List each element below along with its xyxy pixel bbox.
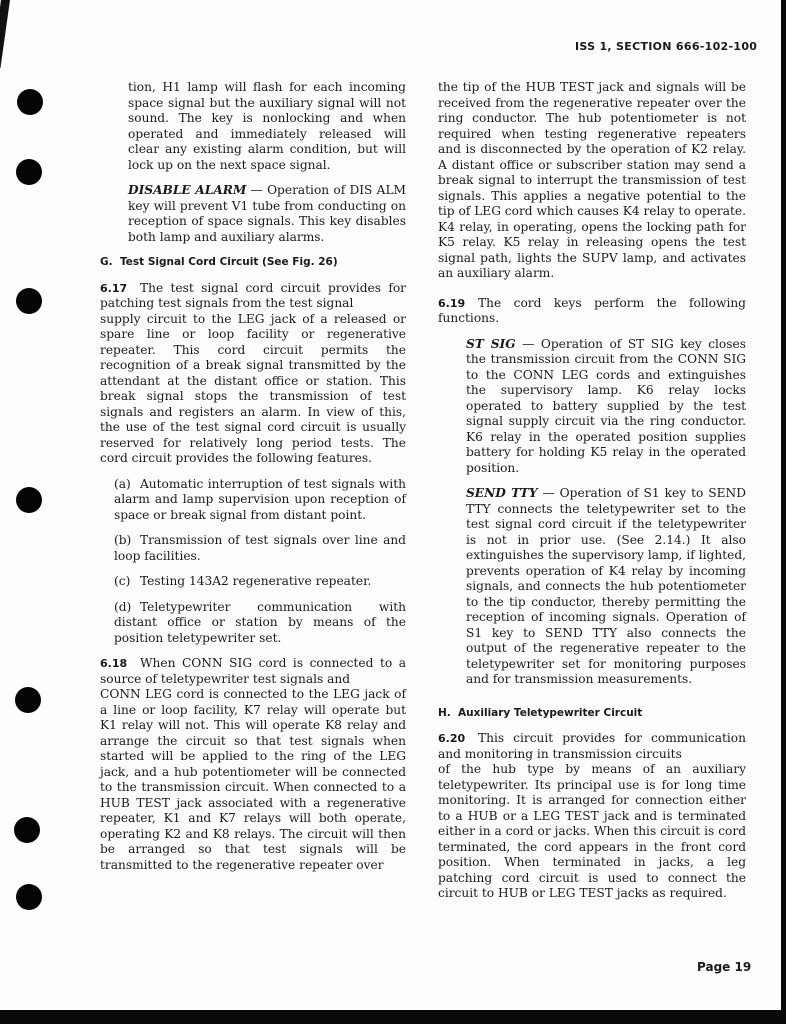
binder-hole	[16, 487, 42, 513]
paragraph-6-19	[438, 296, 746, 327]
page-header: ISS 1, SECTION 666-102-100	[575, 40, 758, 53]
item-text: Testing 143A2 regenerative repeater.	[140, 574, 372, 588]
binder-hole	[15, 687, 41, 713]
item-text: Automatic interruption of test signals with alarm and lamp supervision upon reception of space or break signal from distant point.	[114, 476, 406, 522]
scan-artifact-streak	[0, 0, 10, 68]
item-label: (a)	[114, 476, 131, 491]
paragraph-number: 6.18	[100, 657, 128, 670]
page-number: Page 19	[697, 960, 752, 974]
item-text: Transmission of test signals over line and loop facilities.	[114, 533, 406, 563]
left-column	[100, 80, 406, 883]
feature-item	[100, 533, 406, 564]
continuation-paragraph: tion, H1 lamp will flash for each incoming space signal but the auxiliary signal will not sound. The key is nonlocking and when operated and immediately released will clear any existing alarm condition, but will lock up on the next space signal.	[128, 80, 406, 172]
paragraph-first-line: The test signal cord circuit provides for patching test signals from the test signal	[100, 280, 406, 310]
item-label: (d)	[114, 599, 132, 614]
section-heading-h	[438, 706, 746, 722]
key-term: ST SIG	[466, 336, 516, 351]
key-term: DISABLE ALARM	[128, 183, 247, 197]
paragraph-first-line: When CONN SIG cord is connected to a source of teletypewriter test signals and	[100, 656, 406, 686]
right-column	[438, 80, 746, 912]
paragraph-6-20	[438, 731, 746, 902]
paragraph-first-line: The cord keys perform the following functions.	[438, 295, 746, 325]
send-tty-paragraph	[438, 486, 746, 688]
paragraph-6-18	[100, 656, 406, 873]
paragraph-body: of the hub type by means of an auxiliary teletypewriter. Its principal use is for long time monitoring. It is arranged for connection either to a HUB or a LEG TEST jack and is terminated either in a cord or jacks. When this circuit is cord terminated, the cord appears in the front cord position. When terminated in jacks, a leg patching cord circuit is used to connect the circuit to HUB or LEG TEST jacks as required.	[438, 762, 746, 900]
section-title: Auxiliary Teletypewriter Circuit	[458, 706, 643, 719]
key-description: — Operation of ST SIG key closes the transmission circuit from the CONN SIG to the CONN LEG cords and extinguishes the supervisory lamp. K6 relay locks operated to battery supplied by the test signal supply circuit via the ring conductor. K6 relay in the operated position supplies battery for holding K5 relay in the operated position.	[466, 336, 746, 475]
feature-item	[100, 477, 406, 524]
disable-alarm-paragraph	[100, 183, 406, 245]
key-description: — Operation of DIS ALM key will prevent V1 tube from conducting on reception of space signals. This key disables both lamp and auxiliary alarms.	[128, 183, 407, 244]
paragraph-6-17	[100, 281, 406, 467]
binder-hole	[17, 89, 43, 115]
scan-border-bottom	[0, 1010, 786, 1024]
paragraph-body: supply circuit to the LEG jack of a released or spare line or loop facility or regenerative repeater. This cord circuit permits the recognition of a break signal transmitted by the attendant at the distant office or station. This break signal stops the transmission of test signals and registers an alarm. In view of this, the use of the test signal cord circuit is usually reserved for relatively long period tests. The cord circuit provides the following features.	[100, 311, 406, 465]
paragraph-first-line: This circuit provides for communication and monitoring in transmission circuits	[438, 731, 746, 761]
scan-border-right	[781, 0, 786, 1024]
binder-hole	[16, 288, 42, 314]
continuation-paragraph: the tip of the HUB TEST jack and signals will be received from the regenerative repeater over the ring conductor. The hub potentiometer is not required when testing regenerative repeaters and is disconnected by the operation of K2 relay. A distant office or subscriber station may send a break signal to interrupt the transmission of test signals. This applies a negative potential to the tip of LEG cord which causes K4 relay to operate. K4 relay, in operating, opens the locking path for K5 relay. K5 relay in releasing opens the test signal path, lights the SUPV lamp, and activates an auxiliary alarm.	[438, 80, 746, 280]
section-letter: G.	[100, 256, 113, 268]
key-term: SEND TTY	[466, 486, 538, 500]
section-letter: H.	[438, 706, 451, 719]
binder-hole	[16, 159, 42, 185]
binder-hole	[16, 884, 42, 910]
paragraph-number: 6.17	[100, 281, 128, 295]
features-list	[100, 477, 406, 647]
feature-item	[100, 574, 406, 590]
item-label: (b)	[114, 533, 132, 547]
item-text: Teletypewriter communication with distant office or station by means of the position teletypewriter set.	[114, 599, 406, 645]
paragraph-number: 6.20	[438, 732, 466, 745]
paragraph-body: CONN LEG cord is connected to the LEG jack of a line or loop facility, K7 relay will operate but K1 relay will not. This will operate K8 relay and arrange the circuit so that test signals when started will be applied to the ring of the LEG jack, and a hub potentiometer will be connected to the transmission circuit. When connected to a HUB TEST jack associated with a regenerative repeater, K1 and K7 relays will both operate, operating K2 and K8 relays. The circuit will then be arranged so that test signals will be transmitted to the regenerative repeater over	[100, 687, 406, 872]
paragraph-number: 6.19	[438, 296, 466, 310]
key-description: — Operation of S1 key to SEND TTY connects the teletypewriter set to the test signal cord circuit if the teletypewriter is not in prior use. (See 2.14.) It also extinguishes the supervisory lamp, if lighted, prevents operation of K4 relay by incoming signals, and connects the hub potentiometer to the tip conductor, thereby permitting the reception of incoming signals. Operation of S1 key to SEND TTY also connects the output of the regenerative repeater to the teletypewriter set for monitoring purposes and for transmission measurements.	[466, 486, 746, 686]
section-title: Test Signal Cord Circuit (See Fig. 26)	[120, 256, 338, 268]
item-label: (c)	[114, 574, 131, 588]
feature-item	[100, 600, 406, 647]
st-sig-paragraph	[438, 337, 746, 477]
binder-hole	[14, 817, 40, 843]
section-heading-g	[100, 255, 406, 271]
